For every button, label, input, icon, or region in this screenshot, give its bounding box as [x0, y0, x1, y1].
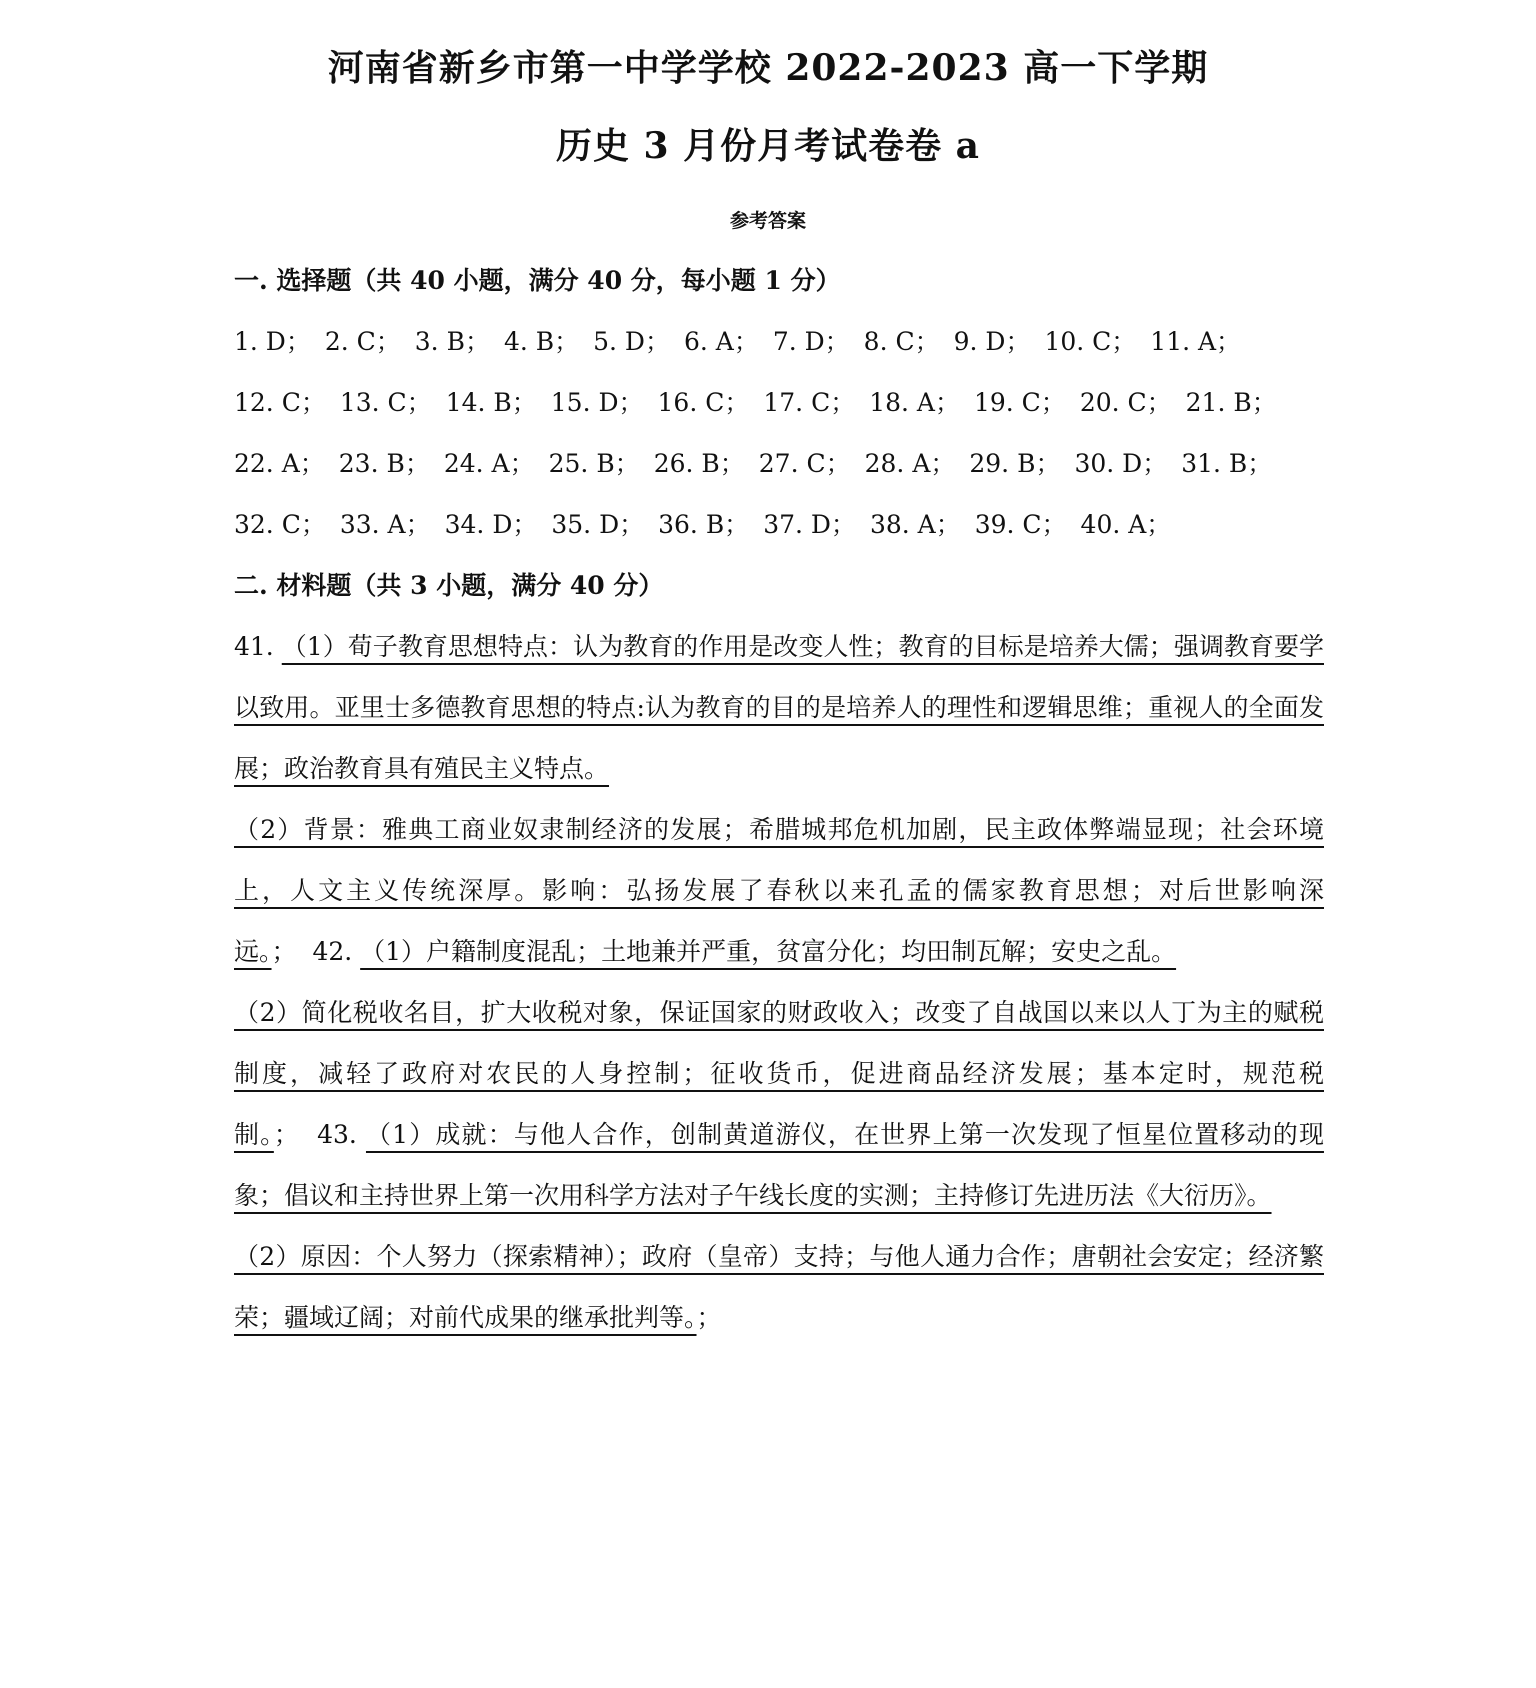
section2-heading: 二. 材料题（共 3 小题，满分 40 分） — [234, 571, 664, 600]
separator-41-42: ； — [271, 937, 297, 966]
multiple-choice-answers — [234, 311, 1324, 555]
question-43-part1: （1）成就：与他人合作，创制黄道游仪，在世界上第一次发现了恒星位置移动的现象；倡议和主持世界上第一次用科学方法对子午线长度的实测；主持修订先进历法《大衍历》。 — [234, 1120, 1324, 1210]
mc-answer-item: 3. B； — [414, 327, 490, 356]
page-title-line1: 河南省新乡市第一中学学校 2022-2023 高一下学期 — [327, 47, 1209, 89]
mc-answer-item: 20. C； — [1079, 388, 1172, 417]
mc-answer-item: 31. B； — [1181, 449, 1273, 478]
mc-answer-item: 26. B； — [653, 449, 745, 478]
mc-answer-item: 36. B； — [658, 510, 750, 539]
mc-answer-item: 28. A； — [864, 449, 956, 478]
question-42-number: 42. — [312, 937, 361, 966]
mc-answer-item: 24. A； — [443, 449, 535, 478]
question-42-part1: （1）户籍制度混乱；土地兼并严重，贫富分化；均田制瓦解；安史之乱。 — [360, 937, 1177, 966]
mc-answer-item: 39. C； — [974, 510, 1067, 539]
question-43-answer-part2 — [234, 1226, 1324, 1348]
mc-answer-item: 37. D； — [763, 510, 856, 539]
question-41-part1: （1）荀子教育思想特点：认为教育的作用是改变人性；教育的目标是培养大儒；强调教育要学以致用。亚里士多德教育思想的特点:认为教育的目的是培养人的理性和逻辑思维；重视人的全面发展；政治教育具有殖民主义特点。 — [234, 632, 1324, 783]
mc-answer-item: 2. C； — [324, 327, 401, 356]
question-42-43-answer — [234, 982, 1324, 1226]
mc-answer-item: 17. C； — [763, 388, 856, 417]
mc-answer-item: 12. C； — [234, 388, 326, 417]
mc-answer-item: 34. D； — [444, 510, 538, 539]
separator-42-43: ； — [273, 1120, 299, 1149]
mc-answer-item: 22. A； — [234, 449, 325, 478]
mc-answer-item: 7. D； — [772, 327, 850, 356]
mc-answer-item: 10. C； — [1044, 327, 1137, 356]
mc-answer-item: 30. D； — [1074, 449, 1168, 478]
question-41-42-answer — [234, 799, 1324, 982]
mc-answer-item: 1. D； — [234, 327, 311, 356]
end-separator: ； — [696, 1303, 722, 1332]
question-41-answer — [234, 616, 1324, 799]
page-title-line2: 历史 3 月份月考试卷卷 a — [556, 125, 980, 167]
page-subtitle: 参考答案 — [729, 210, 806, 232]
mc-answer-item: 8. C； — [863, 327, 940, 356]
mc-answer-item: 16. C； — [657, 388, 750, 417]
mc-answer-item: 33. A； — [339, 510, 431, 539]
mc-answer-item: 25. B； — [548, 449, 640, 478]
question-43-number: 43. — [317, 1120, 366, 1149]
question-42-part2: （2）简化税收名目，扩大收税对象，保证国家的财政收入；改变了自战国以来以人丁为主的赋税制度，减轻了政府对农民的人身控制；征收货币，促进商品经济发展；基本定时，规范税制。 — [234, 998, 1324, 1149]
answer-body — [234, 250, 1324, 1348]
mc-answer-item: 35. D； — [551, 510, 645, 539]
mc-answer-item: 29. B； — [969, 449, 1061, 478]
mc-answer-item: 15. D； — [550, 388, 644, 417]
mc-answer-item: 5. D； — [593, 327, 670, 356]
question-41-part2: （2）背景：雅典工商业奴隶制经济的发展；希腊城邦危机加剧，民主政体弊端显现；社会环境上，人文主义传统深厚。影响：弘扬发展了春秋以来孔孟的儒家教育思想；对后世影响深远。 — [234, 815, 1324, 966]
mc-answer-item: 27. C； — [758, 449, 851, 478]
mc-answer-item: 14. B； — [445, 388, 537, 417]
section1-heading: 一. 选择题（共 40 小题，满分 40 分，每小题 1 分） — [234, 266, 841, 295]
question-41-number: 41. — [234, 632, 282, 661]
mc-answer-item: 9. D； — [953, 327, 1031, 356]
mc-answer-item: 23. B； — [338, 449, 430, 478]
mc-answer-item: 18. A； — [869, 388, 960, 417]
mc-answer-item: 38. A； — [869, 510, 961, 539]
mc-answer-item: 13. C； — [339, 388, 432, 417]
mc-answer-item: 40. A； — [1080, 510, 1172, 539]
question-43-part2: （2）原因：个人努力（探索精神）；政府（皇帝）支持；与他人通力合作；唐朝社会安定；经济繁荣；疆域辽阔；对前代成果的继承批判等。 — [234, 1242, 1324, 1332]
mc-answer-item: 6. A； — [683, 327, 759, 356]
mc-answer-item: 4. B； — [503, 327, 580, 356]
mc-answer-item: 21. B； — [1185, 388, 1277, 417]
mc-answer-item: 19. C； — [973, 388, 1066, 417]
mc-answer-item: 32. C； — [234, 510, 326, 539]
mc-answer-item: 11. A； — [1150, 327, 1242, 356]
